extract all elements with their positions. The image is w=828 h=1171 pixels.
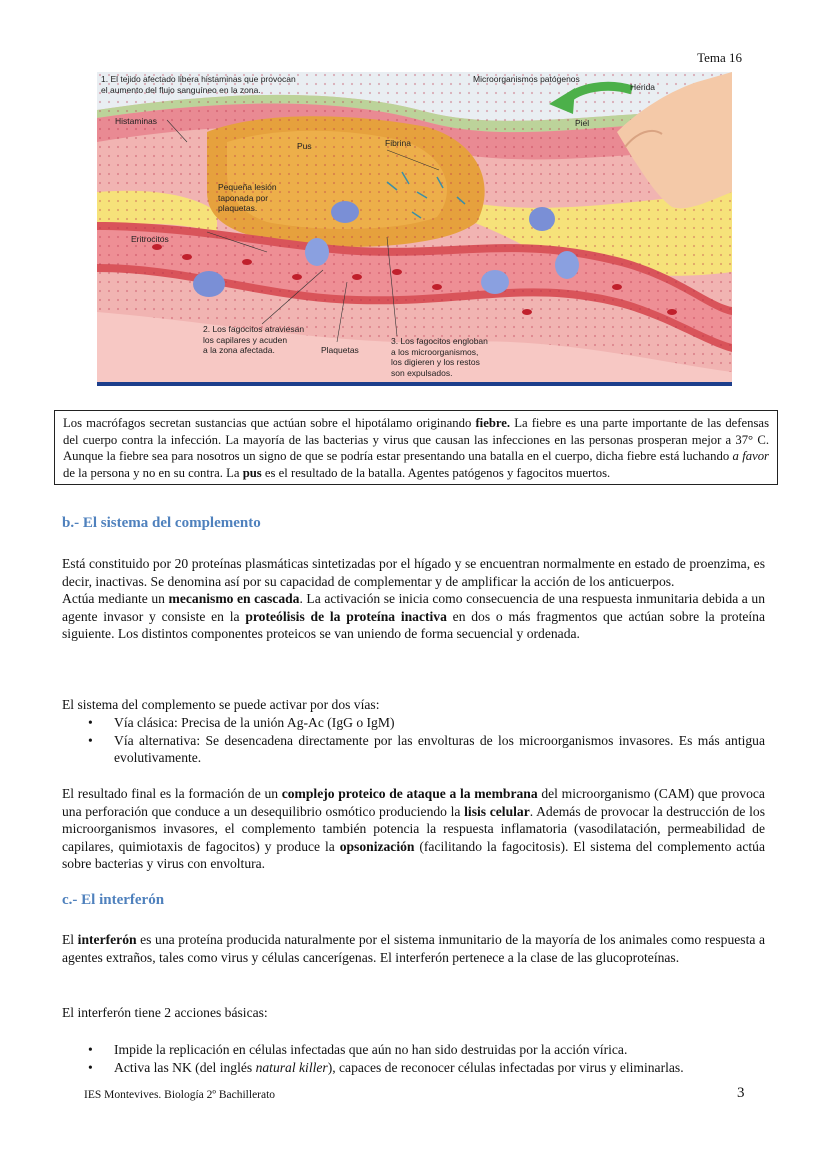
label-lesion: Pequeña lesión taponada por plaquetas. [218,182,277,213]
page-number: 3 [737,1085,745,1101]
label-step2: 2. Los fagocitos atraviesan los capilares y acuden a la zona afectada. [203,324,305,355]
section-b-paragraph-3: El sistema del complemento se puede activar por dos vías: [62,697,380,712]
complement-pathways-list [62,714,765,767]
inflammation-illustration [97,72,732,384]
label-pus: Pus [297,141,312,151]
interferon-actions-list [62,1041,765,1076]
box-bold-fiebre: fiebre. [475,416,511,430]
box-bold-pus: pus [242,465,262,480]
section-c-heading: c.- El interferón [62,892,165,908]
section-b-paragraph-4: El resultado final es la formación de un complejo proteico de ataque a la membrana del microorganismo (CAM) que provoca una perforación que conduce a un desequilibrio osmótico produciendo la lisis celular. Además de provocar la destrucción de los microorganismos invasores, el complemento también potencia la respuesta inflamatoria (vasodilatación, permeabilidad de capilares, quimiotaxis de fagocitos) y produce la opsonización (facilitando la fagocitosis). El sistema del complemento actúa sobre bacterias y virus con envoltura. [62,786,765,872]
figure-bottom-bar [97,382,732,386]
label-microorganismos: Microorganismos patógenos [473,74,580,84]
box-text: La fiebre es una parte importante de las defensas del cuerpo contra la infección. La mayoría de las bacterias y virus que causan las infecciones en las personas prosperan mejor a 37° C. Aunque la fiebre sea para nosotros un signo de que se podría estar presentando una batalla en el cuerpo, dicha fiebre está luchando [63,416,770,464]
label-fibrina: Fibrina [385,138,411,148]
section-b-heading: b.- El sistema del complemento [62,515,261,531]
label-piel: Piel [575,118,590,128]
label-histaminas: Histaminas [115,116,158,126]
box-text: es el resultado de la batalla. Agentes patógenos y fagocitos muertos. [261,465,611,480]
label-step3: 3. Los fagocitos engloban a los microorganismos, los digieren y los restos son expulsados. [391,336,488,378]
page-header-topic: Tema 16 [697,50,742,65]
box-italic-afavor: a favor [732,449,769,464]
section-b-paragraph-1: Está constituido por 20 proteínas plasmáticas sintetizadas por el hígado y se encuentran normalmente en estado de proenzima, es decir, inactivas. Se denomina así por su capacidad de complementar y de amplificar la acción de los anticuerpos. Actúa mediante un mecanismo en cascada. La activación se inicia como consecuencia de una respuesta inmunitaria debida a un agente invasor y consiste en la proteólisis de la proteína inactiva en dos o más fragmentos que actúan sobre la proteína siguiente. Los distintos componentes proteicos se van uniendo de forma secuencial y ordenada. [62,556,766,642]
label-step1: 1. El tejido afectado libera histaminas que provocan el aumento del flujo sanguíneo en la zona. [101,74,296,95]
section-b-paragraph-2: Actúa mediante un mecanismo en cascada. La activación se inicia como consecuencia de una respuesta inmunitaria debida a un agente invasor y consiste en la proteólisis de la proteína inactiva en dos o más fragmentos que actúan sobre la proteína siguiente. Los distintos componentes proteicos se van uniendo de forma secuencial y ordenada. [62,591,766,642]
label-eritrocitos: Eritrocitos [131,234,169,244]
footer-school: IES Montevives. Biología 2º Bachillerato [84,1089,276,1101]
label-plaquetas: Plaquetas [321,345,359,355]
list-item: • Vía clásica: Precisa de la unión Ag-Ac (IgG o IgM) [62,714,765,732]
box-text: de la persona y no en su contra. La [63,465,243,480]
box-text: Los macrófagos secretan sustancias que actúan sobre el hipotálamo originando [63,416,476,430]
fever-note-box [54,410,778,485]
list-item: • Impide la replicación en células infectadas que aún no han sido destruidas por la acción vírica. [62,1041,765,1059]
label-herida: Herida [630,82,656,92]
list-item: • Vía alternativa: Se desencadena directamente por las envolturas de los microorganismos invasores. Es más antigua evolutivamente. [62,732,765,767]
list-item: • Activa las NK (del inglés natural killer), capaces de reconocer células infectadas por virus y eliminarlas. [62,1059,765,1077]
section-c-paragraph-1: El interferón es una proteína producida naturalmente por el sistema inmunitario de la mayoría de los animales como respuesta a agentes extraños, tales como virus y células cancerígenas. El interferón pertenece a la clase de las glucoproteínas. [62,932,765,965]
section-c-paragraph-2: El interferón tiene 2 acciones básicas: [62,1005,268,1020]
